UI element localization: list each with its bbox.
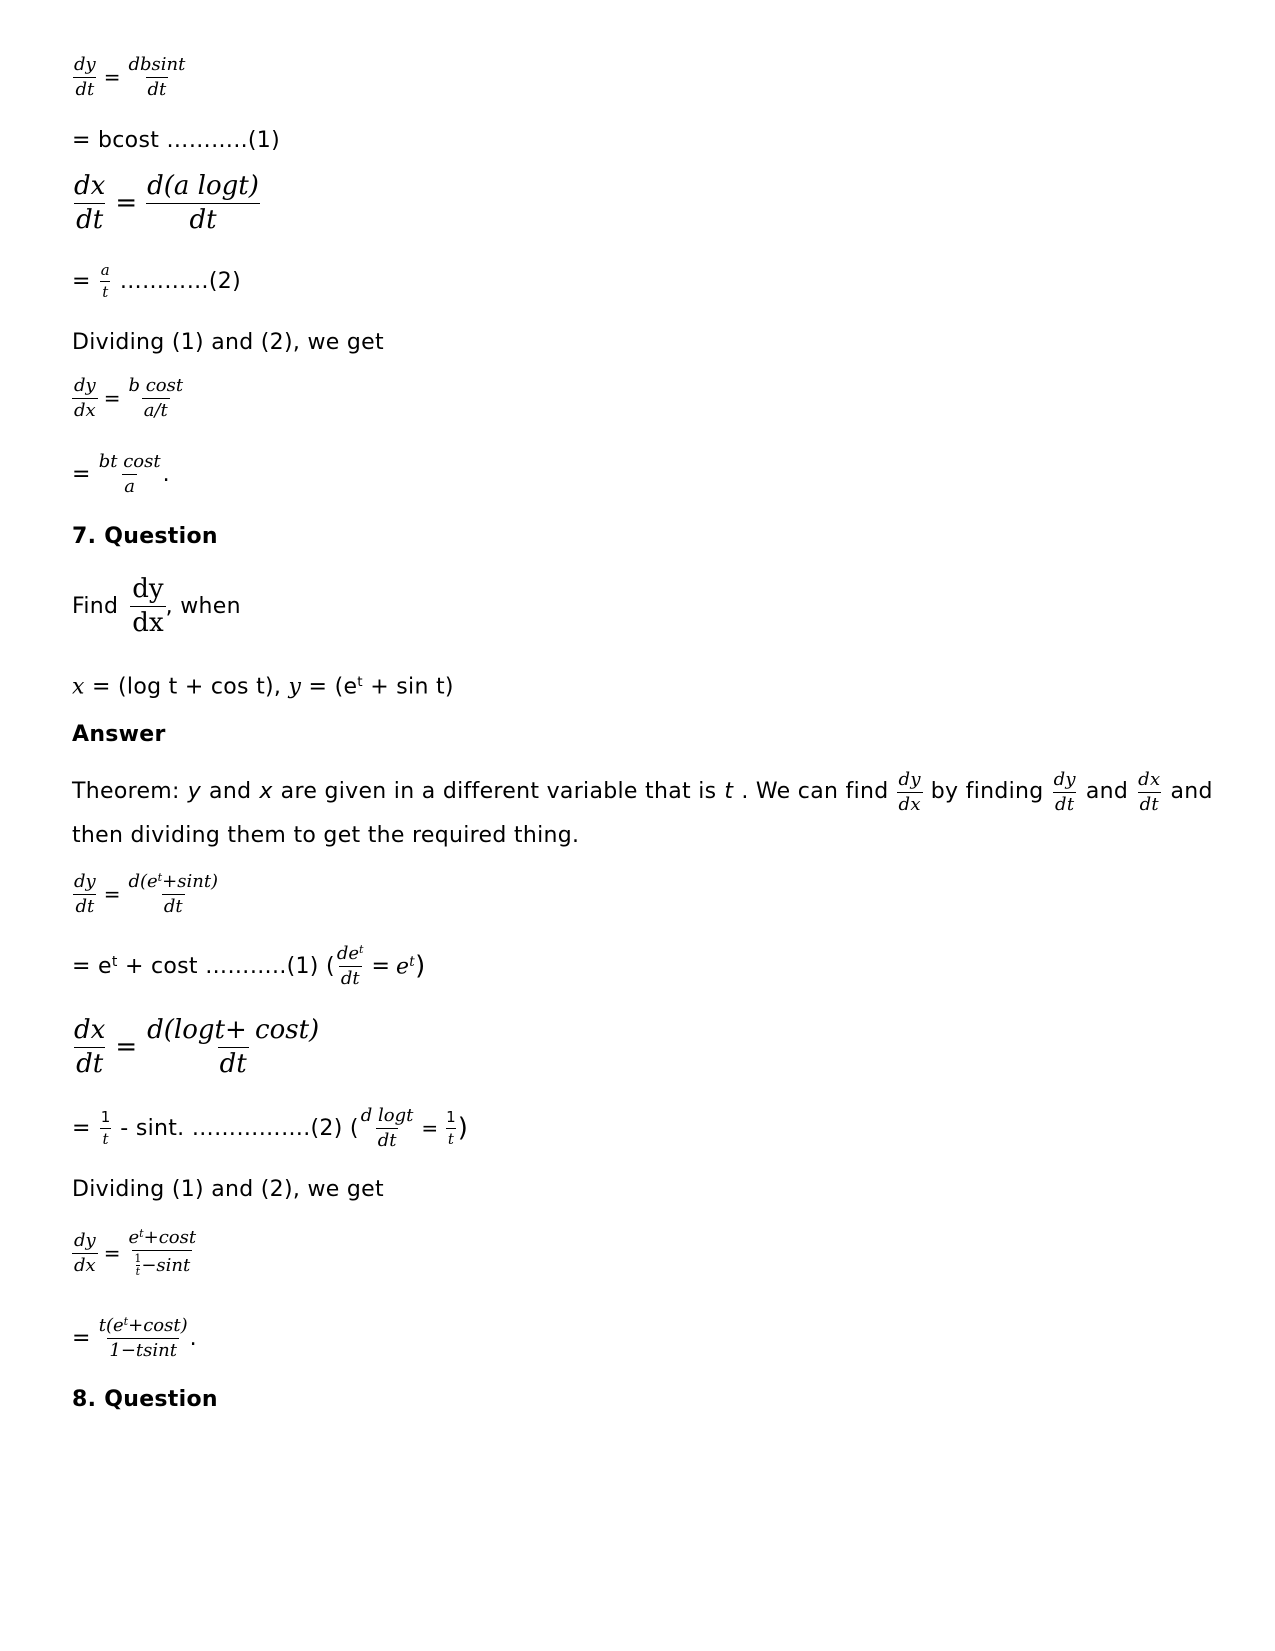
equals-sign: = [103, 882, 121, 907]
theorem-line-2: then dividing them to get the required thing. [72, 822, 580, 848]
fraction [1052, 770, 1078, 815]
equation-result-2 [72, 262, 241, 300]
result-text: = e [72, 953, 112, 979]
numerator: e [128, 1227, 140, 1249]
numerator: dy [74, 54, 96, 75]
denominator: 1−tsint [109, 1339, 177, 1361]
theorem-text: . We can find [741, 779, 889, 805]
denominator: t [447, 1129, 454, 1148]
numerator: b cost [128, 375, 184, 396]
denominator: dt [146, 203, 260, 235]
question-7-given [72, 674, 454, 700]
fraction [444, 1109, 458, 1147]
numerator: dy [898, 769, 921, 790]
equation-result-1: = bcost ………..(1) [72, 128, 280, 153]
equation-dy-dt-q7 [72, 872, 220, 917]
denominator: dt [76, 1048, 104, 1079]
numerator: dbsint [128, 54, 186, 75]
dividing-text: Dividing (1) and (2), we get [72, 330, 384, 355]
fraction [99, 1109, 113, 1147]
denominator: dx [132, 607, 164, 638]
find-text: Find [72, 593, 119, 619]
period: . [189, 1325, 197, 1351]
theorem-text: are given in a different variable that is [280, 779, 717, 805]
variable-y: y [288, 674, 302, 700]
fraction [72, 376, 98, 421]
equation-dy-dx [72, 376, 185, 421]
fraction [72, 55, 98, 100]
numerator: dx [74, 171, 106, 201]
equals-sign: = [72, 1115, 91, 1141]
equation-dy-dx-result [72, 452, 170, 497]
variable-y: y [187, 779, 202, 805]
equals-sign: = [371, 953, 390, 979]
question-7-heading: 7. Question [72, 524, 218, 549]
denominator: dt [163, 895, 183, 917]
denominator: dt [1055, 793, 1075, 815]
denominator: a [124, 475, 136, 497]
when-text: , when [165, 593, 241, 619]
numerator: d(logt+ cost) [147, 1015, 320, 1045]
numerator: d logt [360, 1105, 414, 1126]
equation-label: …………(2) [119, 268, 241, 294]
numerator: dx [1138, 769, 1161, 790]
equation-result-1-q7 [72, 944, 426, 989]
numerator: bt cost [98, 451, 161, 472]
denominator: dt [75, 78, 95, 100]
equals-sign: = [103, 1241, 121, 1266]
numerator: 1 [446, 1108, 456, 1127]
numerator-tail: +sint) [162, 871, 219, 893]
equals-sign: = [103, 65, 121, 90]
result-text: - sint. …………….(2) ( [120, 1115, 359, 1141]
equation-dy-dt [72, 55, 187, 100]
superscript: t [157, 871, 163, 884]
equals-sign: = [72, 461, 91, 487]
fraction [126, 55, 187, 100]
equals-sign: = [421, 1116, 439, 1141]
equation-dx-dt-q7 [72, 1016, 321, 1078]
denominator: dx [74, 399, 96, 421]
numerator: a [100, 261, 110, 279]
fraction [126, 376, 185, 421]
denominator: dt [1139, 793, 1159, 815]
denominator: dx [74, 1254, 96, 1276]
question-7-prompt [72, 575, 241, 637]
equals-sign: = [115, 188, 138, 219]
equation-result-2-q7 [72, 1106, 468, 1151]
theorem-paragraph [72, 769, 1213, 857]
answer-label: Answer [72, 722, 166, 747]
superscript: t [409, 953, 416, 970]
superscript: t [139, 1227, 144, 1240]
fraction [97, 452, 163, 497]
denominator: dt [75, 895, 95, 917]
denominator: dt [377, 1129, 397, 1151]
numerator: dy [1053, 769, 1076, 790]
superscript: t [357, 674, 363, 690]
numerator: d(e [128, 871, 158, 893]
variable-x: x [72, 674, 85, 700]
fraction [335, 944, 366, 989]
denominator: t [102, 282, 109, 301]
x-expression: = (log t + cos t), [84, 674, 289, 700]
equation-dy-dx-q7 [72, 1228, 198, 1278]
variable-x: x [259, 779, 273, 805]
numerator-tail: +cost) [128, 1315, 188, 1337]
numerator: 1 [134, 1251, 142, 1265]
fraction [126, 872, 220, 917]
fraction [72, 1231, 98, 1276]
variable-t: t [724, 779, 734, 805]
fraction [359, 1106, 416, 1151]
equals-sign: = [115, 1032, 138, 1063]
equals-sign: = [103, 386, 121, 411]
denominator-tail: −sint [141, 1254, 191, 1276]
fraction [97, 1316, 190, 1361]
denominator: t [135, 1265, 141, 1279]
numerator: 1 [100, 1108, 111, 1127]
theorem-text: by finding [930, 779, 1044, 805]
fraction [145, 1016, 321, 1078]
dividing-text-q7: Dividing (1) and (2), we get [72, 1177, 384, 1202]
and-text: and [1170, 779, 1213, 805]
denominator: t [102, 1129, 109, 1148]
superscript: t [359, 943, 364, 956]
numerator: t(e [98, 1315, 124, 1337]
fraction [72, 1016, 107, 1078]
fraction [126, 1228, 198, 1278]
and-text: and [209, 779, 252, 805]
numerator: de [336, 943, 360, 965]
fraction [145, 172, 261, 234]
numerator: dy [74, 871, 96, 893]
equals-sign: = [72, 1325, 91, 1351]
numerator: d(a logt) [147, 171, 259, 201]
result-e: e [395, 954, 410, 980]
y-expression-tail: + sin t) [362, 674, 454, 700]
theorem-label: Theorem: [72, 779, 180, 805]
close-paren: ) [457, 1113, 469, 1144]
equation-dx-dt [72, 172, 261, 234]
denominator: a/t [143, 399, 168, 421]
equation-final-q7 [72, 1316, 197, 1361]
numerator: dx [74, 1015, 106, 1045]
numerator: dy [132, 574, 164, 604]
denominator: dx [898, 793, 921, 815]
denominator: dt [340, 967, 360, 989]
denominator: dt [147, 78, 167, 100]
close-paren: ) [415, 951, 426, 982]
fraction [1136, 770, 1162, 815]
superscript: t [123, 1315, 129, 1328]
period: . [162, 461, 170, 487]
denominator: dt [219, 1048, 247, 1079]
fraction [72, 172, 107, 234]
fraction [99, 262, 112, 300]
fraction [130, 575, 165, 637]
and-text: and [1085, 779, 1129, 805]
denominator: dt [76, 204, 104, 235]
numerator-tail: +cost [143, 1227, 197, 1249]
numerator: dy [74, 1229, 96, 1251]
fraction [134, 1253, 141, 1278]
result-text: + cost ………..(1) ( [117, 953, 335, 979]
numerator: dy [74, 375, 96, 396]
fraction [897, 770, 923, 815]
superscript: t [111, 954, 118, 970]
y-expression: = (e [301, 674, 358, 700]
fraction [72, 872, 98, 917]
question-8-heading: 8. Question [72, 1387, 218, 1412]
equals-sign: = [72, 268, 91, 294]
